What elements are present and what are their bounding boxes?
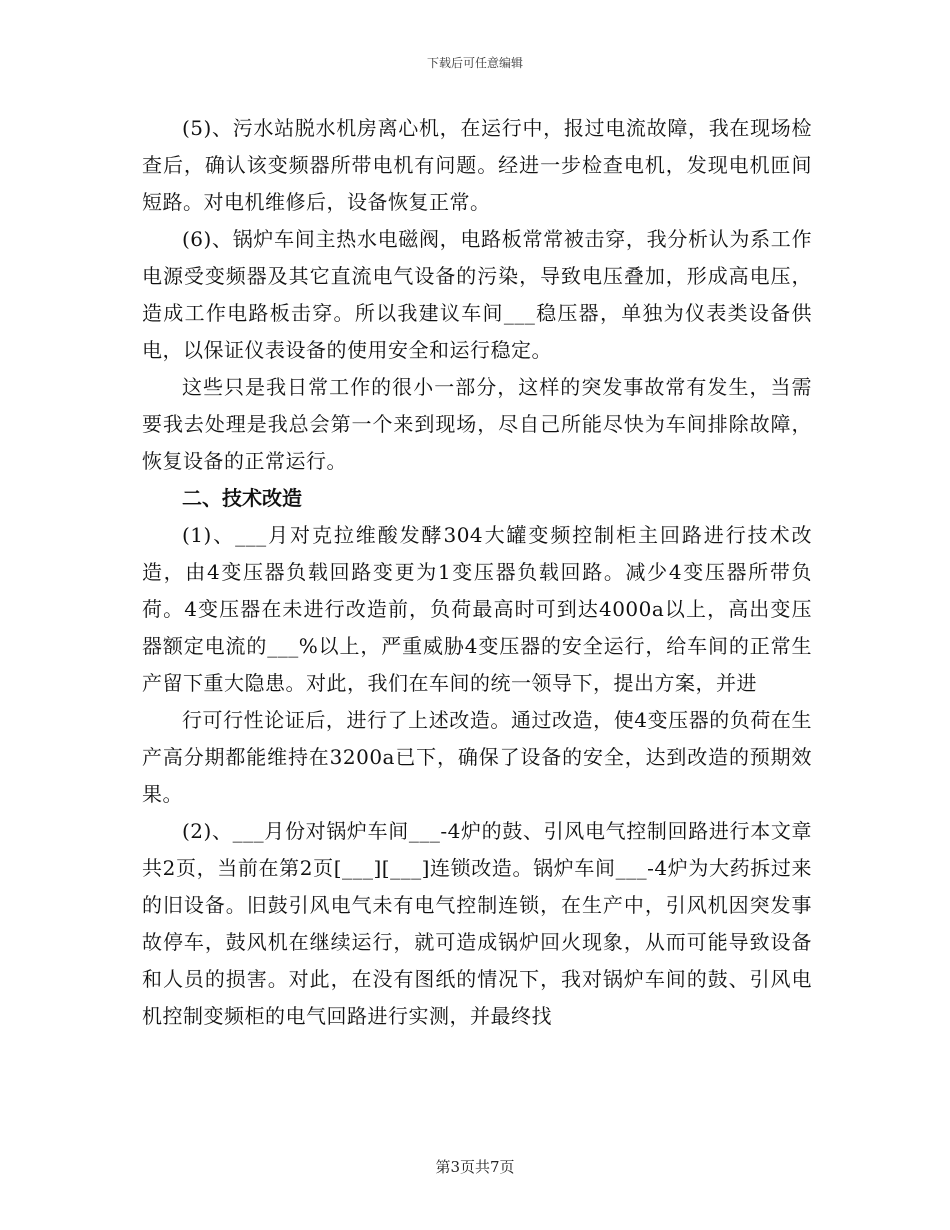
paragraph-tech-2: (2)、___月份对锅炉车间___-4炉的鼓、引风电气控制回路进行本文章共2页，当前在第2页[___][___]连锁改造。锅炉车间___-4炉为大药拆过来的旧设备。旧鼓引风电气未有电气控制连锁，在生产中，引风机因突发事故停车，鼓风机在继续运行，就可造成锅炉回火现象，从而可能导致设备和人员的损害。对此，在没有图纸的情况下，我对锅炉车间的鼓、引风电机控制变频柜的电气回路进行实测，并最终找 — [142, 819, 812, 1028]
section-heading: 二、技术改造 — [182, 486, 302, 510]
paragraph-tech-1: (1)、___月对克拉维酸发酵304大罐变频控制柜主回路进行技术改造，由4变压器负载回路变更为1变压器负载回路。减少4变压器所带负荷。4变压器在未进行改造前，负荷最高时可到达4000a以上，高出变压器额定电流的___%以上，严重威胁4变压器的安全运行，给车间的正常生产留下重大隐患。对此，我们在车间的统一领导下，提出方案，并进 — [142, 523, 812, 695]
paragraph-item-6: (6)、锅炉车间主热水电磁阀，电路板常常被击穿，我分析认为系工作电源受变频器及其它直流电气设备的污染，导致电压叠加，形成高电压，造成工作电路板击穿。所以我建议车间___稳压器，单独为仪表类设备供电，以保证仪表设备的使用安全和运行稳定。 — [142, 227, 812, 362]
paragraph-item-5: (5)、污水站脱水机房离心机，在运行中，报过电流故障，我在现场检查后，确认该变频器所带电机有问题。经进一步检查电机，发现电机匝间短路。对电机维修后，设备恢复正常。 — [142, 116, 812, 214]
document-body — [142, 110, 812, 1035]
paragraph-tech-1-continued: 行可行性论证后，进行了上述改造。通过改造，使4变压器的负荷在生产高分期都能维持在3200a已下，确保了设备的安全，达到改造的预期效果。 — [142, 708, 812, 806]
page-number: 第3页共7页 — [435, 1158, 515, 1176]
paragraph-summary: 这些只是我日常工作的很小一部分，这样的突发事故常有发生，当需要我去处理是我总会第一个来到现场，尽自己所能尽快为车间排除故障，恢复设备的正常运行。 — [142, 375, 812, 473]
page-header: 下载后可任意编辑 — [426, 56, 523, 70]
